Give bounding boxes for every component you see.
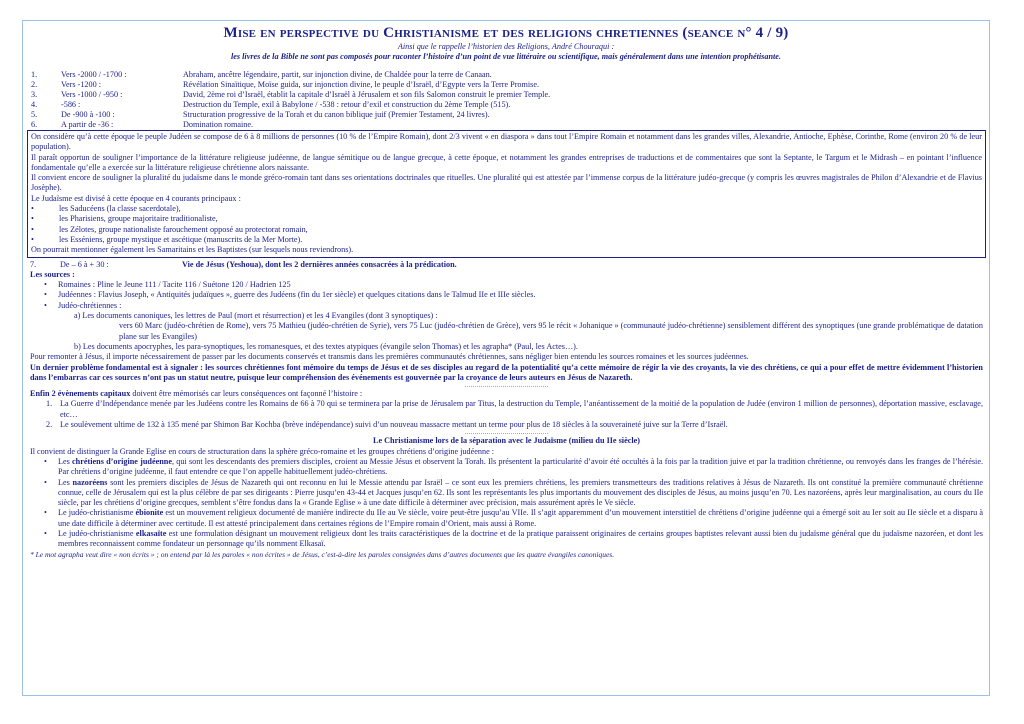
divider: …………………………………… [464, 383, 549, 390]
events-lead [30, 389, 983, 399]
timeline-item [31, 80, 989, 90]
bullet-icon: • [44, 528, 47, 538]
list-number: 1. [46, 399, 53, 409]
document-page [22, 20, 990, 696]
list-item-text: Le judéo-christianisme [58, 528, 136, 538]
context-paragraph: On pourrait mentionner également les Samaritains et les Baptistes (sur lesquels nous reviendrons). [31, 245, 354, 255]
list-item-text: Le judéo-christianisme [58, 508, 136, 518]
list-item-text: La Guerre d’Indépendance menée par les Judéens contre les Romains de 66 à 70 qui se terminera par la prise de Jérusalem par Titus, la destruction du Temple, l’anéantissement de la moitié de la population de Judée (environ 1 million de personnes), déportation massive, esclavage, etc… [60, 399, 983, 419]
timeline-item [31, 110, 989, 120]
timeline-text: David, 2ème roi d’Israël, établit la capitale d’Israël à Jérusalem et son fils Salomon construit le premier Temple. [183, 90, 551, 99]
list-item-text: Judéo-chrétiennes : [58, 300, 122, 310]
list-item-text: est un mouvement religieux documenté de manière indirecte du IIe au Ve siècle, voire peut-être jusqu’au VIIe. Il s’agit apparemment d’un mouvement interstitiel de chrétiens d’origine judéenne qui a émergé soit au Ier soit au IIe siècle et a disparu à une date difficile à déterminer avec certitude. Il est attesté principalement dans certaines régions de l’Empire romain d’Orient, mais aussi à Rome. [58, 508, 983, 528]
list-item-text: les Saducéens (la classe sacerdotale), [59, 204, 181, 214]
sub-item-detail: vers 60 Marc (judéo-chrétien de Rome), vers 75 Mathieu (judéo-chrétien de Syrie), vers 75 Luc (judéo-chrétien de Grèce), vers 95 le récit « Johanique » (communauté judéo-chrétienne) sensiblement différent des synoptiques (une grande problématique de datation plane sur les Evangiles) [119, 321, 983, 341]
list-item [31, 214, 982, 224]
timeline-text: Structuration progressive de la Torah et du canon biblique juif (Premier Testament, 24 livres). [183, 110, 490, 119]
divider: …………………………………… [464, 430, 549, 437]
list-item [30, 280, 983, 290]
subtitle: Ainsi que le rappelle l’historien des Religions, André Chouraqui : [397, 42, 615, 51]
timeline-item [31, 90, 989, 100]
list-item [30, 457, 983, 478]
timeline-date: Vers -1200 : [61, 80, 102, 89]
list-item [30, 290, 983, 300]
paragraph: Il convient de distinguer la Grande Eglise en cours de structuration dans la sphère gréco-romaine et les groupes chrétiens d’origine judéenne : [30, 446, 495, 456]
timeline-text: Destruction du Temple, exil à Babylone / -538 : retour d’exil et construction du 2ème Temple (515). [183, 100, 511, 109]
context-paragraph: On considère qu’à cette époque le peuple Judéen se compose de 6 à 8 millions de personnes (10 % de l’Empire Romain), dont 2/3 vivent « en diaspora » dans tout l’Empire Romain et notamment dans les grandes villes, Alexandrie, Antioche, Ephèse, Corinthe, Rome (environ 20 % de leur population). [31, 132, 982, 152]
bullet-icon: • [44, 290, 47, 300]
bullet-icon: • [44, 508, 47, 518]
bullet-icon: • [31, 224, 34, 234]
bullet-icon: • [31, 214, 34, 224]
timeline-date: Vers -1000 / -950 : [61, 90, 123, 99]
list-item [31, 204, 982, 214]
list-number: 2. [46, 420, 53, 430]
timeline-number: 3. [31, 90, 38, 99]
context-paragraph: Le Judaïsme est divisé à cette époque en 4 courants principaux : [31, 193, 241, 203]
events-lead-text: doivent être mémorisés car leurs conséquences ont façonné l’histoire : [130, 389, 363, 399]
events-lead-bold: Enfin 2 évènements capitaux [30, 389, 131, 399]
timeline-list [31, 70, 989, 130]
timeline-text: Domination romaine. [183, 120, 254, 129]
timeline-item [31, 70, 989, 80]
timeline-text: Vie de Jésus (Yeshoua), dont les 2 dernières années consacrées à la prédication. [182, 259, 457, 269]
list-item [30, 508, 983, 529]
jesus-section [23, 260, 989, 550]
timeline-number: 5. [31, 110, 38, 119]
timeline-text: Révélation Sinaïtique, Moïse guida, sur injonction divine, le peuple d’Israël, d’Egypte vers la Terre Promise. [183, 80, 540, 89]
timeline-date: -586 : [61, 100, 81, 109]
sources-heading: Les sources : [30, 269, 75, 279]
list-item-keyword: ébionite [135, 508, 164, 518]
intro-quote: les livres de la Bible ne sont pas composés pour raconter l’histoire d’un point de vue littéraire ou scientifique, mais généralement dans une intention prophétisante. [231, 52, 781, 61]
list-item-keyword: elkasaïte [135, 528, 167, 538]
list-item [30, 529, 983, 550]
timeline-number: 7. [30, 259, 37, 269]
timeline-number: 1. [31, 70, 38, 79]
bullet-icon: • [44, 280, 47, 290]
timeline-text: Abraham, ancêtre légendaire, partit, sur injonction divine, de Chaldée pour la terre de Canaan. [183, 70, 492, 79]
bullet-icon: • [44, 456, 47, 466]
list-item-keyword: chrétiens d’origine judéenne [72, 456, 172, 466]
timeline-number: 2. [31, 80, 38, 89]
timeline-number: 4. [31, 100, 38, 109]
page-title: Mise en perspective du Christianisme et des religions chretiennes (seance n° 4 / 9) [223, 25, 789, 41]
list-item-text: sont les premiers disciples de Jésus de Nazareth qui ont reconnu en lui le Messie attendu par Israël – ce sont eux les premiers chrétiens, les premiers transmetteurs des traditions relatives à Jésus de Nazareth. Ils ont constitué la première communauté chrétienne connue, celle de Jérusalem qui est la plus célèbre de par ses dirigeants : Pierre jusqu’en 43-44 et Jacques jusqu’en 62. Ils sont les représentants les plus importants du mouvement des disciples de Jésus, au moins jusqu’en 70. Les nazoréens, après leur marginalisation, au cours du IIe siècle, par les chrétiens d’origine grecques, semblent s’être fondus dans la « Grande Eglise » à une date difficile à déterminer avec précision, mais assurément après le Ve siècle. [58, 477, 983, 508]
list-item-text: les Esséniens, groupe mystique et ascétique (manuscrits de la Mer Morte). [59, 234, 303, 244]
timeline-item [31, 100, 989, 110]
list-item [30, 478, 983, 509]
bullet-icon: • [31, 234, 34, 244]
list-item-text: les Pharisiens, groupe majoritaire traditionaliste, [59, 214, 218, 224]
timeline-date: De -900 à -100 : [61, 110, 115, 119]
sub-item: a) Les documents canoniques, les lettres de Paul (mort et résurrection) et les 4 Evangiles (dont 3 synoptiques) : [74, 311, 438, 321]
timeline-item [31, 120, 989, 130]
paragraph: Pour remonter à Jésus, il importe nécessairement de passer par les documents conservés et transmis dans les premières communautés chrétiennes, sans négliger bien entendu les sources romaines et les sources judéennes. [30, 352, 749, 362]
list-item-text: , qui sont les descendants des premiers disciples, croient au Messie Jésus et observent la Torah. Ils présentent la particularité d’avoir été occultés à la fois par la tradition juive et par la tradition chrétienne, ou renvoyés dans les franges de l’hérésie. Par chrétiens d’origine judéenne, il faut entendre ce que l’on appelle habituellement judéo-chrétiens. [58, 456, 984, 477]
context-paragraph: Il paraît opportun de souligner l’importance de la littérature religieuse judéenne, de langue sémitique ou de langue grecque, à cette époque, et notamment les grandes entreprises de traductions et de commentaires que sont la Septante, le Targum et le Midrash – en pointant l’influence fondamentale qu’elle a exercée sur la littérature religieuse chrétienne alors naissante. [31, 152, 982, 172]
list-item [30, 399, 983, 420]
list-item-text: Les [58, 477, 73, 487]
list-item [30, 420, 983, 430]
paragraph-emphasis: Un dernier problème fondamental est à signaler : les sources chrétiennes font mémoire du temps de Jésus et de ses disciples au regard de la potentialité qu’a cette mémoire de régir la vie des croyants, la vie des chrétiens, ce qui a pour effet de mettre évidemment l’historien dans l’embarras car ces sources n’ont pas un statut neutre, puisque leur compréhension des événements est gouvernée par la croyance de leurs auteurs en Jésus de Nazareth. [30, 362, 983, 382]
list-item [30, 301, 983, 311]
timeline-date: De – 6 à + 30 : [60, 259, 109, 269]
section-heading: Le Christianisme lors de la séparation avec le Judaïsme (milieu du IIe siècle) [373, 436, 640, 446]
list-item-keyword: nazoréens [72, 477, 108, 487]
timeline-item [30, 260, 983, 270]
context-box [27, 130, 986, 258]
list-item-text: Le soulèvement ultime de 132 à 135 mené par Shimon Bar Kochba (brève indépendance) suivi d’un nouveau massacre mettant un terme pour plus de 18 siècles à la souveraineté juive sur la Terre d’Israël. [60, 420, 728, 430]
list-item-text: Les [58, 456, 73, 466]
list-item [31, 235, 982, 245]
list-item-text: Judéennes : Flavius Joseph, « Antiquités judaïques », guerre des Judéens (fin du 1er siècle) et quelques citations dans le Talmud IIe et IIIe siècles. [58, 290, 536, 300]
timeline-number: 6. [31, 120, 38, 129]
list-item-text: Romaines : Pline le Jeune 111 / Tacite 116 / Suétone 120 / Hadrien 125 [58, 280, 291, 290]
list-item-text: est une formulation désignant un mouvement religieux dont les traits caractéristiques de la doctrine et de la pratique paraissent originaires de certains groupes baptistes relevant aussi bien du judaïsme général que du judaïsme nazoréen, et dont les membres reconnaissent comme fondateur un personnage qu’ils nomment Elkasaï. [58, 528, 983, 549]
bullet-icon: • [44, 477, 47, 487]
context-paragraph: Il convient encore de souligner la pluralité du judaïsme dans le monde gréco-romain tant dans ses orientations doctrinales que rituelles. Une pluralité qui est attestée par l’immense corpus de la littérature judéo-grecque (y compris les œuvres magistrales de Philon d’Alexandrie et de Flavius Josèphe). [31, 173, 982, 193]
timeline-date: A partir de -36 : [61, 120, 114, 129]
sub-item: b) Les documents apocryphes, les para-synoptiques, les romanesques, et des textes atypiques (évangile selon Thomas) et les agrapha* (Paul, les Actes…). [74, 341, 578, 351]
footnote: * Le mot agrapha veut dire « non écrits » ; on entend par là les paroles « non écrites » de Jésus, c’est-à-dire les paroles consignées dans d’autres documents que les quatre évangiles canoniques. [30, 549, 615, 559]
bullet-icon: • [31, 204, 34, 214]
list-item-text: les Zélotes, groupe nationaliste farouchement opposé au protectorat romain, [59, 224, 308, 234]
bullet-icon: • [44, 300, 47, 310]
list-item [31, 225, 982, 235]
timeline-date: Vers -2000 / -1700 : [61, 70, 127, 79]
